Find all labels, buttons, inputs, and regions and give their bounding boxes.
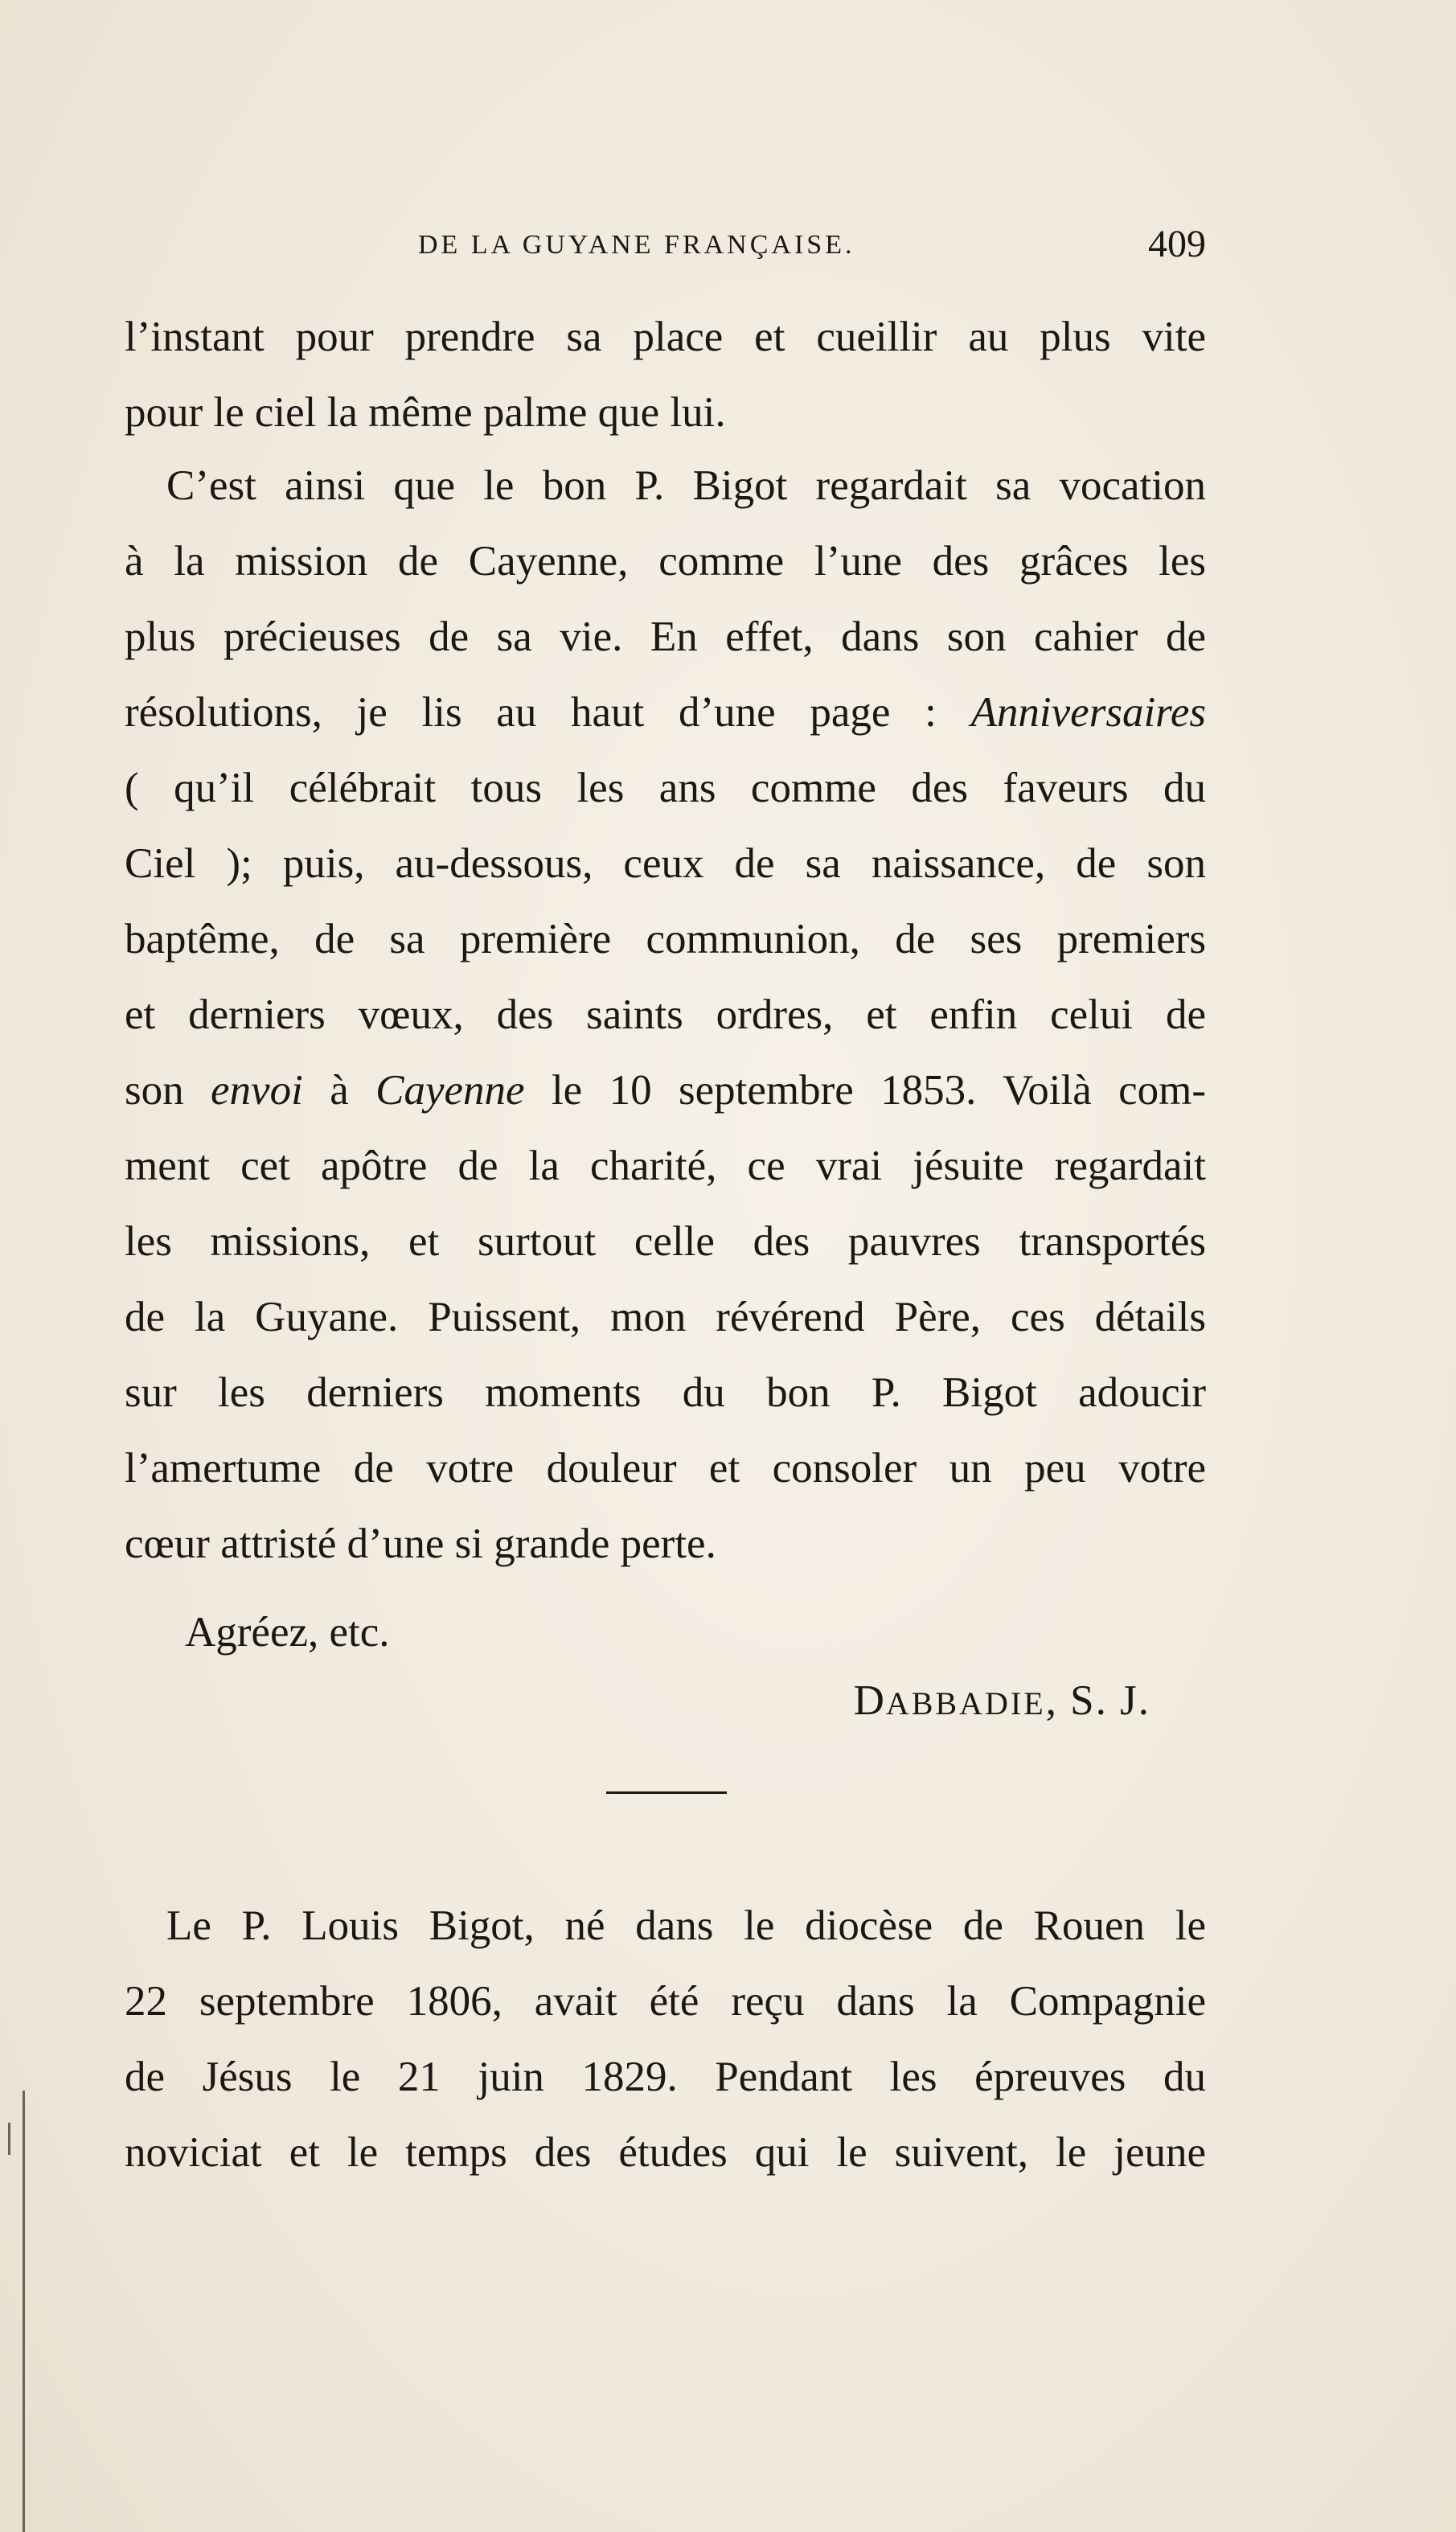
text-line: Ciel ); puis, au-dessous, ceux de sa naissance, de son [125, 840, 1206, 887]
italic-word: Cayenne [375, 1067, 525, 1114]
text-line: les missions, et surtout celle des pauvres transportés [125, 1218, 1206, 1265]
text-line: l’amertume de votre douleur et consoler un peu votre [125, 1445, 1206, 1492]
text-line: de la Guyane. Puissent, mon révérend Père, ces détails [125, 1294, 1206, 1340]
paragraph-3 [125, 1888, 1206, 2190]
text-line: l’instant pour prendre sa place et cueillir au plus vite [125, 314, 1206, 360]
page-header [125, 222, 1206, 278]
page-edge-line [8, 2123, 10, 2155]
text-line: noviciat et le temps des études qui le suivent, le jeune [125, 2129, 1206, 2176]
text-line: et derniers vœux, des saints ordres, et enfin celui de [125, 991, 1206, 1038]
page-number: 409 [1148, 223, 1206, 265]
text-line: ment cet apôtre de la charité, ce vrai jésuite regardait [125, 1143, 1206, 1189]
text-line: plus précieuses de sa vie. En effet, dans son cahier de [125, 614, 1206, 660]
text-line: sur les derniers moments du bon P. Bigot adoucir [125, 1369, 1206, 1416]
text-line: Le P. Louis Bigot, né dans le diocèse de Rouen le [166, 1902, 1206, 1949]
section-divider [606, 1791, 727, 1794]
italic-word: envoi [211, 1067, 303, 1114]
text-line: C’est ainsi que le bon P. Bigot regardait sa vocation [166, 462, 1206, 509]
text-fragment: son [125, 1067, 184, 1114]
text-line: baptême, de sa première communion, de ses premiers [125, 916, 1206, 962]
signature-suffix: , S. J. [1045, 1677, 1150, 1724]
text-line: ( qu’il célébrait tous les ans comme des faveurs du [125, 765, 1206, 811]
text-line: de Jésus le 21 juin 1829. Pendant les épreuves du [125, 2054, 1206, 2100]
text-line: à la mission de Cayenne, comme l’une des grâces les [125, 538, 1206, 585]
text-fragment: résolutions, je lis au haut d’une page : [125, 689, 937, 736]
text-fragment: à [330, 1067, 349, 1114]
text-line: 22 septembre 1806, avait été reçu dans la Compagnie [125, 1978, 1206, 2025]
paragraph-1 [125, 299, 1206, 450]
page-edge-line [23, 2091, 25, 2532]
text-line: pour le ciel la même palme que lui. [125, 389, 726, 436]
text-line: cœur attristé d’une si grande perte. [125, 1520, 716, 1567]
paragraph-2 [125, 448, 1206, 1582]
text-line [125, 675, 1206, 750]
signature [854, 1676, 1150, 1725]
text-fragment: le 10 septembre 1853. Voilà com- [551, 1067, 1207, 1114]
running-head: DE LA GUYANE FRANÇAISE. [418, 230, 855, 260]
text-line [125, 1053, 1206, 1128]
signature-initial: D [853, 1677, 886, 1724]
signature-name: ABBADIE [885, 1685, 1046, 1722]
closing-formula: Agréez, etc. [185, 1609, 390, 1656]
italic-word: Anniversaires [970, 689, 1206, 736]
